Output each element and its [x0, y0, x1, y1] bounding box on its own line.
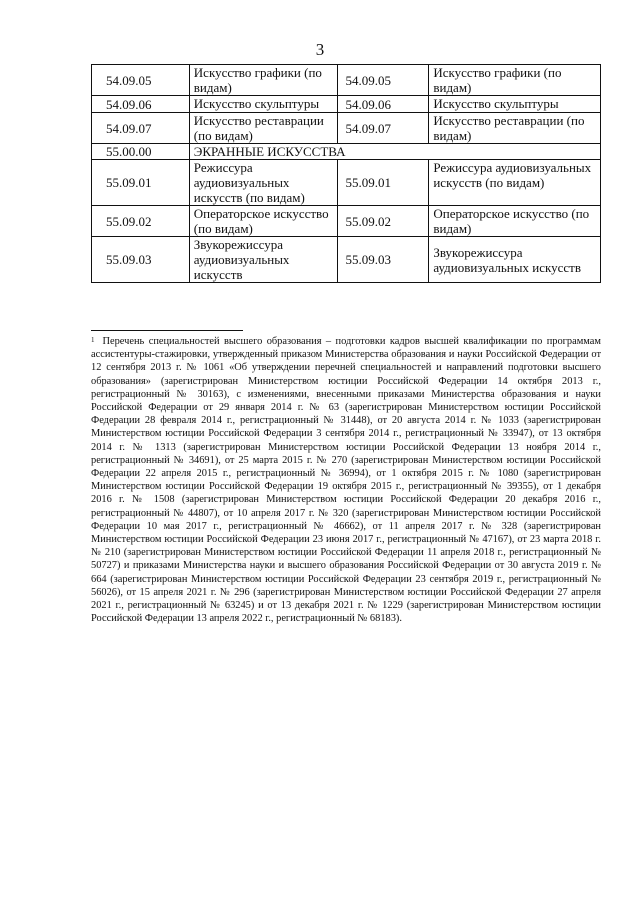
name-left-cell: Искусство реставрации (по видам)	[189, 113, 337, 144]
name-right-cell: Режиссура аудиовизуальных искусств (по видам)	[429, 160, 601, 206]
table-row	[92, 113, 601, 144]
page-number: 3	[315, 40, 325, 59]
code-left-cell: 54.09.07	[92, 113, 190, 144]
code-left-cell: 55.09.01	[92, 160, 190, 206]
name-left-cell: Искусство скульптуры	[189, 96, 337, 113]
name-right-cell: Искусство графики (по видам)	[429, 65, 601, 96]
name-left-cell: Операторское искусство (по видам)	[189, 206, 337, 237]
table-row	[92, 206, 601, 237]
footnote-text: Перечень специальностей высшего образования – подготовки кадров высшей квалификации по программам ассистентуры-стажировки, утвержденный приказом Министерства образования и науки Российской Федерации от 12 сентября 2013 г. № 1061 «Об утверждении перечней специальностей и направлений подготовки высшего образования» (зарегистрирован Министерством юстиции Российской Федерации 14 октября 2013 г., регистрационный № 30163), с изменениями, внесенными приказами Министерства образования и науки Российской Федерации от 29 января 2014 г. № 63 (зарегистрирован Министерством юстиции Российской Федерации 28 февраля 2014 г., регистрационный № 31448), от 20 августа 2014 г. № 1033 (зарегистрирован Министерством юстиции Российской Федерации 3 сентября 2014 г., регистрационный № 33947), от 13 октября 2014 г. № 1313 (зарегистрирован Министерством юстиции Российской Федерации 13 ноября 2014 г., регистрационный № 34691), от 25 марта 2015 г. № 270 (зарегистрирован Министерством юстиции Российской Федерации 22 апреля 2015 г., регистрационный № 36994), от 1 октября 2015 г. № 1080 (зарегистрирован Министерством юстиции Российской Федерации 19 октября 2015 г., регистрационный № 39355), от 1 декабря 2016 г. № 1508 (зарегистрирован Министерством юстиции Российской Федерации 20 декабря 2016 г., регистрационный № 44807), от 10 апреля 2017 г. № 320 (зарегистрирован Министерством юстиции Российской Федерации 10 мая 2017 г., регистрационный № 46662), от 11 апреля 2017 г. № 328 (зарегистрирован Министерством юстиции Российской Федерации 23 июня 2017 г., регистрационный № 47167), от 23 марта 2018 г. № 210 (зарегистрирован Министерством юстиции Российской Федерации 11 апреля 2018 г., регистрационный № 50727) и приказами Министерства науки и высшего образования Российской Федерации от 30 августа 2019 г. № 664 (зарегистрирован Министерством юстиции Российской Федерации 23 сентября 2019 г., регистрационный № 56026), от 15 апреля 2021 г. № 296 (зарегистрирован Министерством юстиции Российской Федерации 27 апреля 2021 г., регистрационный № 63245) и от 13 декабря 2021 г. № 1229 (зарегистрирован Министерством юстиции Российской Федерации 13 апреля 2022 г., регистрационный № 68183).	[91, 336, 601, 625]
code-right-cell: 54.09.05	[337, 65, 429, 96]
footnote-marker: 1	[91, 336, 95, 344]
group-title-cell: ЭКРАННЫЕ ИСКУССТВА	[189, 144, 600, 160]
code-right-cell: 55.09.03	[337, 237, 429, 283]
code-right-cell: 54.09.07	[337, 113, 429, 144]
name-left-cell: Искусство графики (по видам)	[189, 65, 337, 96]
code-left-cell: 54.09.05	[92, 65, 190, 96]
table-row	[92, 65, 601, 96]
name-left-cell: Режиссура аудиовизуальных искусств (по видам)	[189, 160, 337, 206]
group-code-cell: 55.00.00	[92, 144, 190, 160]
table-row	[92, 96, 601, 113]
specialties-table	[91, 64, 601, 283]
code-left-cell: 55.09.03	[92, 237, 190, 283]
footnote-divider	[91, 330, 243, 331]
name-right-cell: Звукорежиссура аудиовизуальных искусств	[429, 237, 601, 283]
table-row	[92, 237, 601, 283]
name-left-cell: Звукорежиссура аудиовизуальных искусств	[189, 237, 337, 283]
table-group-row	[92, 144, 601, 160]
code-right-cell: 54.09.06	[337, 96, 429, 113]
code-right-cell: 55.09.01	[337, 160, 429, 206]
footnote	[91, 335, 601, 625]
code-right-cell: 55.09.02	[337, 206, 429, 237]
name-right-cell: Искусство реставрации (по видам)	[429, 113, 601, 144]
name-right-cell: Операторское искусство (по видам)	[429, 206, 601, 237]
table-row	[92, 160, 601, 206]
code-left-cell: 54.09.06	[92, 96, 190, 113]
name-right-cell: Искусство скульптуры	[429, 96, 601, 113]
code-left-cell: 55.09.02	[92, 206, 190, 237]
